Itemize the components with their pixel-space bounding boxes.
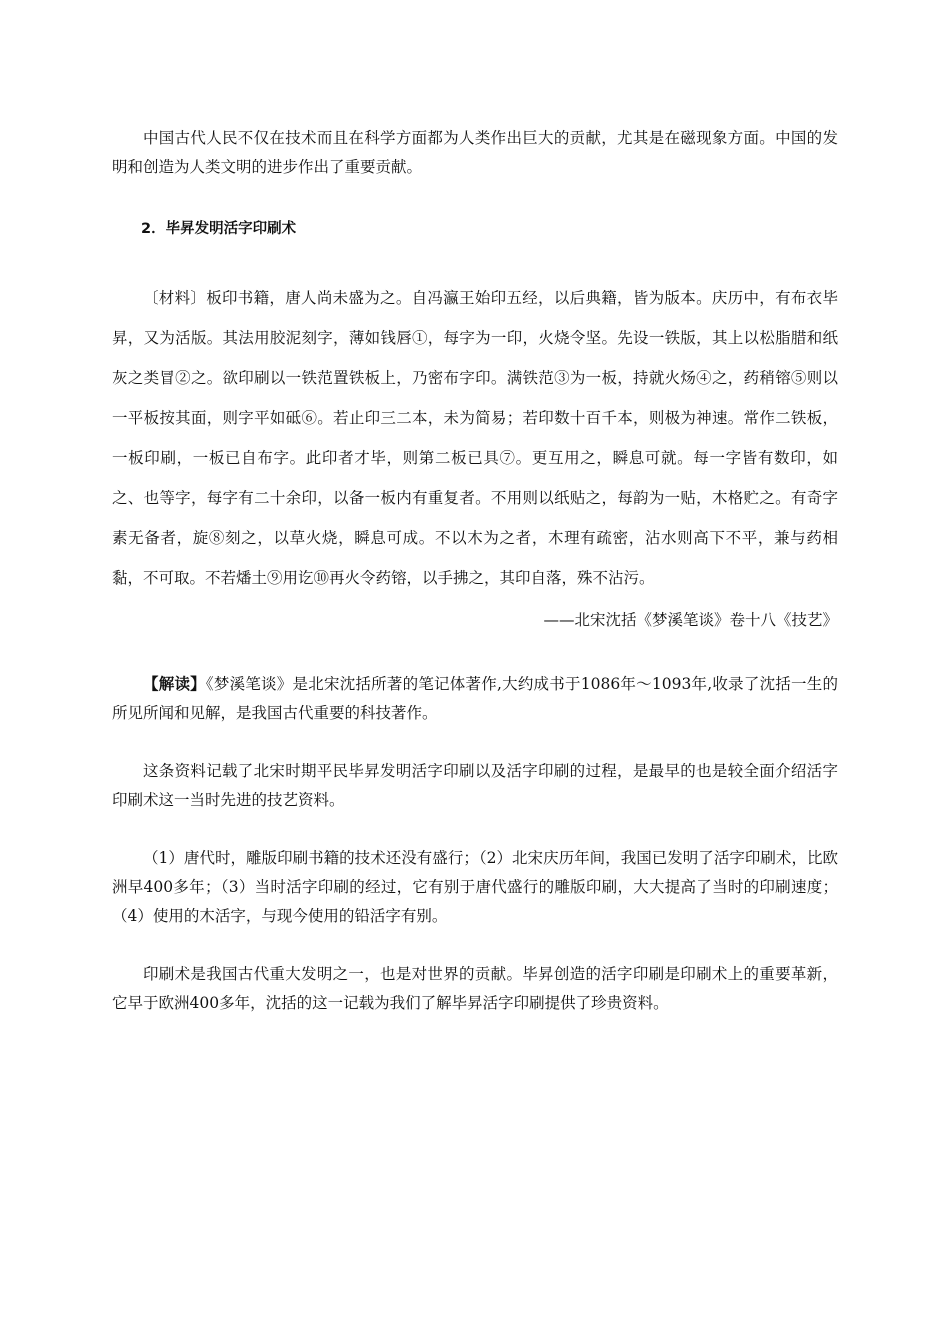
material-paragraph: 〔材料〕板印书籍，唐人尚未盛为之。自冯瀛王始印五经，以后典籍，皆为版本。庆历中，有布衣毕昇，又为活版。其法用胶泥刻字，薄如钱唇①，每字为一印，火烧令坚。先设一铁版，其上以松脂腊和纸灰之类冒②之。欲印刷以一铁范置铁板上，乃密布字印。满铁范③为一板，持就火炀④之，药稍镕⑤则以一平板按其面，则字平如砥⑥。若止印三二本，未为简易；若印数十百千本，则极为神速。常作二铁板，一板印刷，一板已自布字。此印者才毕，则第二板已具⑦。更互用之，瞬息可就。每一字皆有数印，如之、也等字，每字有二十余印，以备一板内有重复者。不用则以纸贴之，每韵为一贴，木格贮之。有奇字素无备者，旋⑧刻之，以草火烧，瞬息可成。不以木为之者，木理有疏密，沾水则高下不平，兼与药相黏，不可取。不若燔土⑨用讫⑩再火令药镕，以手拂之，其印自落，殊不沾污。 [112,289,838,587]
interpretation-text: 《梦溪笔谈》是北宋沈括所著的笔记体著作,大约成书于1086年～1093年,收录了沈括一生的所见所闻和见解，是我国古代重要的科技著作。 [112,675,838,722]
conclusion-paragraph: 印刷术是我国古代重大发明之一，也是对世界的贡献。毕昇创造的活字印刷是印刷术上的重要革新，它早于欧洲400多年，沈括的这一记载为我们了解毕昇活字印刷提供了珍贵资料。 [112,965,838,1012]
record-paragraph: 这条资料记载了北宋时期平民毕昇发明活字印刷以及活字印刷的过程，是最早的也是较全面介绍活字印刷术这一当时先进的技艺资料。 [112,762,838,809]
source-citation: ——北宋沈括《梦溪笔谈》卷十八《技艺》 [543,611,838,629]
interpretation-paragraph [112,669,838,728]
section-heading: 2．毕昇发明活字印刷术 [141,221,297,237]
interpretation-label: 【解读】 [143,674,206,693]
points-paragraph: （1）唐代时，雕版印刷书籍的技术还没有盛行；（2）北宋庆历年间，我国已发明了活字印刷术，比欧洲早400多年；（3）当时活字印刷的经过，它有别于唐代盛行的雕版印刷，大大提高了当时的印刷速度；（4）使用的木活字，与现今使用的铅活字有别。 [112,849,838,925]
document-page [112,124,838,1018]
intro-paragraph: 中国古代人民不仅在技术而且在科学方面都为人类作出巨大的贡献，尤其是在磁现象方面。中国的发明和创造为人类文明的进步作出了重要贡献。 [112,129,838,176]
